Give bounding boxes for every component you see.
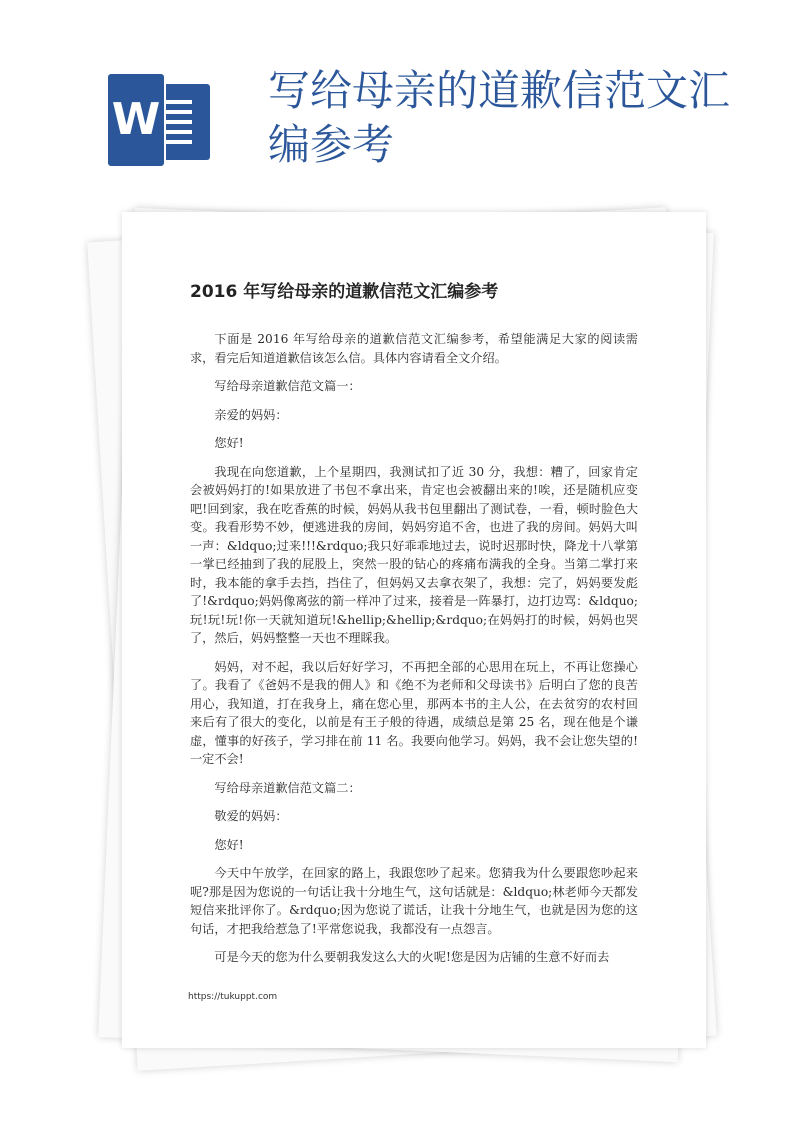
footer-url: https://tukuppt.com	[188, 992, 278, 1002]
paragraph: 您好!	[214, 837, 244, 852]
document-heading: 2016 年写给母亲的道歉信范文汇编参考	[190, 282, 499, 302]
document-page	[122, 212, 706, 1048]
paragraph: 亲爱的妈妈：	[214, 407, 288, 422]
banner-title: 写给母亲的道歉信范文汇编参考	[268, 66, 731, 169]
word-letter-icon: W	[108, 74, 164, 166]
word-app-icon	[108, 74, 212, 166]
paragraph: 敬爱的妈妈：	[214, 809, 288, 823]
paragraph: 妈妈，对不起，我以后好好学习，不再把全部的心思用在玩上，不再让您操心了。我看了《爸妈不是我的佣人》和《绝不为老师和父母读书》后明白了您的良苦用心，我知道，打在我身上，痛在您心里，那两本书的主人公，在去贫穷的农村回来后有了很大的变化，以前是有王子般的待遇，成绩总是第 25 名，现在他是个谦虚，懂事的好孩子，学习排在前 11 名。我要向他学习。妈妈，我不会让您失望的!一定不会!	[190, 659, 638, 766]
paragraph: 写给母亲道歉信范文篇二：	[214, 780, 361, 795]
paragraph: 今天中午放学，在回家的路上，我跟您吵了起来。您猜我为什么要跟您吵起来呢?那是因为您说的一句话让我十分地生气，这句话就是：&ldquo;林老师今天都发短信来批评你了。&rdquo;因为您说了谎话，让我十分地生气，也就是因为您的这句话，才把我给惹急了!平常您说我，我都没有一点怨言。	[190, 866, 638, 936]
paragraph: 我现在向您道歉，上个星期四，我测试扣了近 30 分，我想：糟了，回家肯定会被妈妈打的!如果放进了书包不拿出来，肯定也会被翻出来的!唉，还是随机应变吧!回到家，我在吃香蕉的时候，妈妈从我书包里翻出了测试卷，一看，顿时脸色大变。我看形势不妙，便逃进我的房间，妈妈穷追不舍，也进了我的房间。妈妈大叫一声：&ldquo;过来!!!&rdquo;我只好乖乖地过去，说时迟那时快，降龙十八掌第一掌已经抽到了我的屁股上，突然一股的钻心的疼痛布满我的全身。当第二掌打来时，我本能的拿手去挡，挡住了，但妈妈又去拿衣架了，我想：完了，妈妈要发彪了!&rdquo;妈妈像离弦的箭一样冲了过来，接着是一阵暴打，边打边骂：&ldquo;玩!玩!玩!你一天就知道玩!&hellip;&hellip;&rdquo;在妈妈打的时候，妈妈也哭了，然后，妈妈整整一天也不理睬我。	[190, 464, 638, 645]
paragraph: 写给母亲道歉信范文篇一：	[214, 379, 361, 393]
paragraph: 您好!	[214, 436, 244, 450]
paragraph: 下面是 2016 年写给母亲的道歉信范文汇编参考，希望能满足大家的阅读需求，看完后知道道歉信该怎么信。具体内容请看全文介绍。	[190, 332, 638, 365]
paragraph: 可是今天的您为什么要朝我发这么大的火呢!您是因为店铺的生意不好而去	[214, 950, 610, 964]
document-body	[190, 330, 638, 977]
